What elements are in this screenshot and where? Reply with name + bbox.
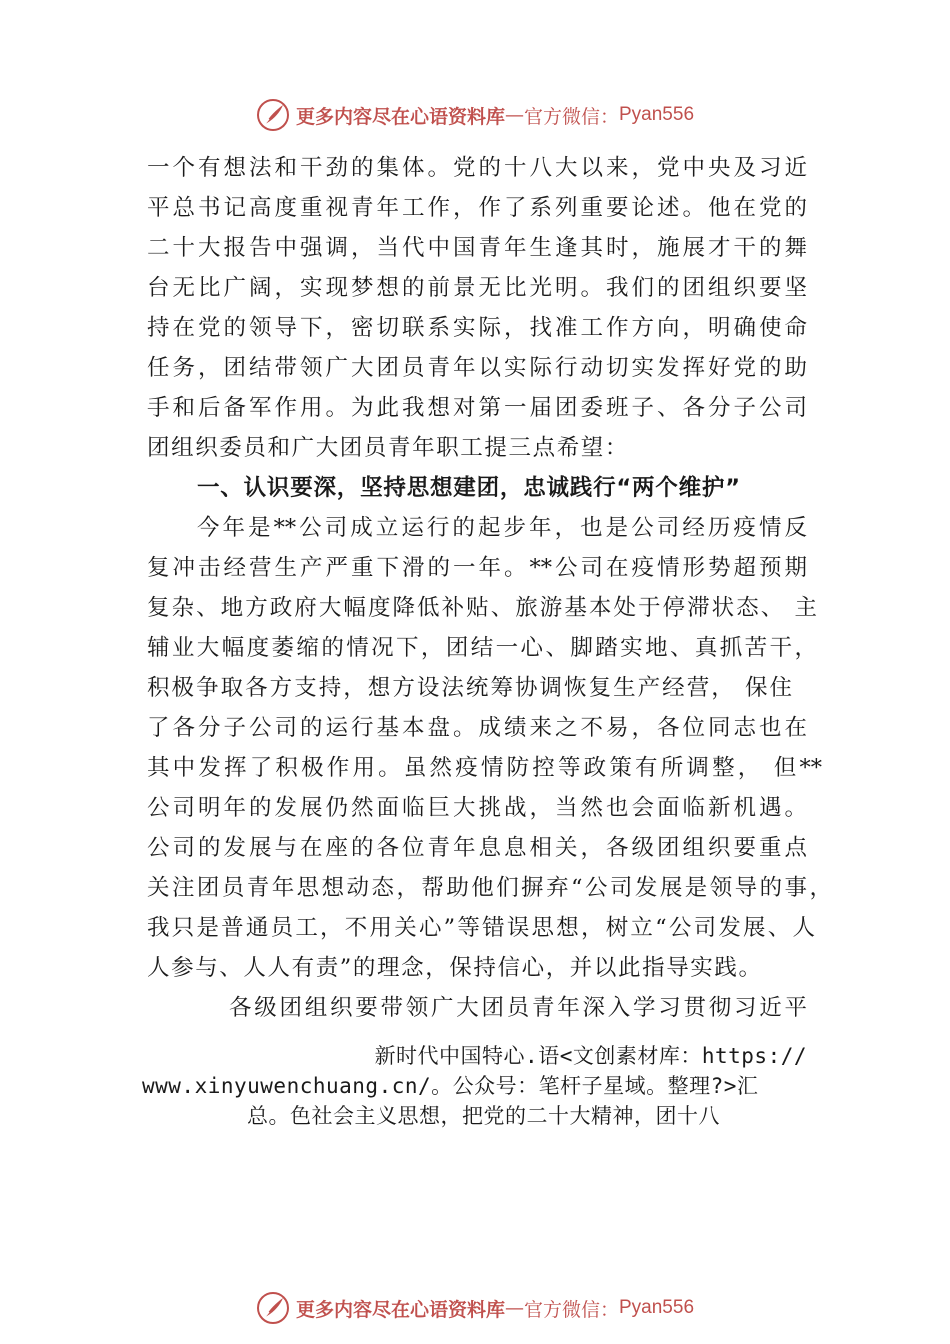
banner-wechat-id: Pyan556 (619, 1297, 695, 1318)
body-line: 了各分子公司的运行基本盘。成绩来之不易，各位同志也在 (147, 715, 807, 741)
body-line: 公司明年的发展仍然面临巨大挑战，当然也会面临新机遇。 (147, 795, 807, 821)
body-line: 任务，团结带领广大团员青年以实际行动切实发挥好党的助 (147, 355, 807, 381)
banner-wechat-label: 官方微信： (523, 1298, 619, 1321)
watermark-line: 总。色社会主义思想，把党的二十大精神，团十八 (247, 1104, 720, 1128)
body-line: 今年是**公司成立运行的起步年，也是公司经历疫情反 (197, 515, 807, 541)
body-line: 我只是普通员工，不用关心”等错误思想，树立“公司发展、人 (147, 915, 815, 941)
body-line: 关注团员青年思想动态，帮助他们摒弃“公司发展是领导的事， (147, 875, 832, 901)
body-line: 积极争取各方支持，想方设法统筹协调恢复生产经营， 保住 (147, 675, 792, 701)
body-line: 平总书记高度重视青年工作，作了系列重要论述。他在党的 (147, 195, 807, 221)
body-line: 手和后备军作用。为此我想对第一届团委班子、各分子公司 (147, 395, 807, 421)
watermark-line: www.xinyuwenchuang.cn/。公众号：笔杆子星域。整理?>汇 (142, 1074, 759, 1098)
body-line: 复冲击经营生产严重下滑的一年。**公司在疫情形势超预期 (147, 555, 807, 581)
body-line: 一个有想法和干劲的集体。党的十八大以来，党中央及习近 (147, 155, 807, 181)
body-line: 台无比广阔，实现梦想的前景无比光明。我们的团组织要坚 (147, 275, 807, 301)
body-line: 各级团组织要带领广大团员青年深入学习贯彻习近平 (229, 995, 807, 1021)
body-line: 辅业大幅度萎缩的情况下，团结一心、脚踏实地、真抓苦干， (147, 635, 817, 661)
banner-separator: — (504, 1297, 524, 1319)
banner-title: 更多内容尽在心语资料库 (295, 1298, 505, 1321)
watermark-line: 新时代中国特心.语<文创素材库：https:// (374, 1044, 807, 1068)
banner-wechat-id: Pyan556 (619, 104, 695, 125)
quill-pen-logo-icon (256, 1291, 290, 1325)
body-line: 公司的发展与在座的各位青年息息相关，各级团组织要重点 (147, 835, 807, 861)
body-line: 团组织委员和广大团员青年职工提三点希望： (147, 435, 630, 461)
section-heading: 一、认识要深，坚持思想建团，忠诚践行“两个维护” (197, 475, 741, 501)
body-line: 二十大报告中强调，当代中国青年生逢其时，施展才干的舞 (147, 235, 807, 261)
body-line: 人参与、人人有责”的理念，保持信心，并以此指导实践。 (147, 955, 763, 981)
body-line: 持在党的领导下，密切联系实际，找准工作方向，明确使命 (147, 315, 807, 341)
body-line: 复杂、地方政府大幅度降低补贴、旅游基本处于停滞状态、 主 (147, 595, 817, 621)
banner-separator: — (504, 104, 524, 126)
footer-banner (0, 1288, 950, 1328)
header-banner (0, 95, 950, 135)
quill-pen-logo-icon (256, 98, 290, 132)
body-line: 其中发挥了积极作用。虽然疫情防控等政策有所调整， 但** (147, 755, 822, 781)
banner-title: 更多内容尽在心语资料库 (295, 105, 505, 128)
banner-wechat-label: 官方微信： (523, 105, 619, 128)
